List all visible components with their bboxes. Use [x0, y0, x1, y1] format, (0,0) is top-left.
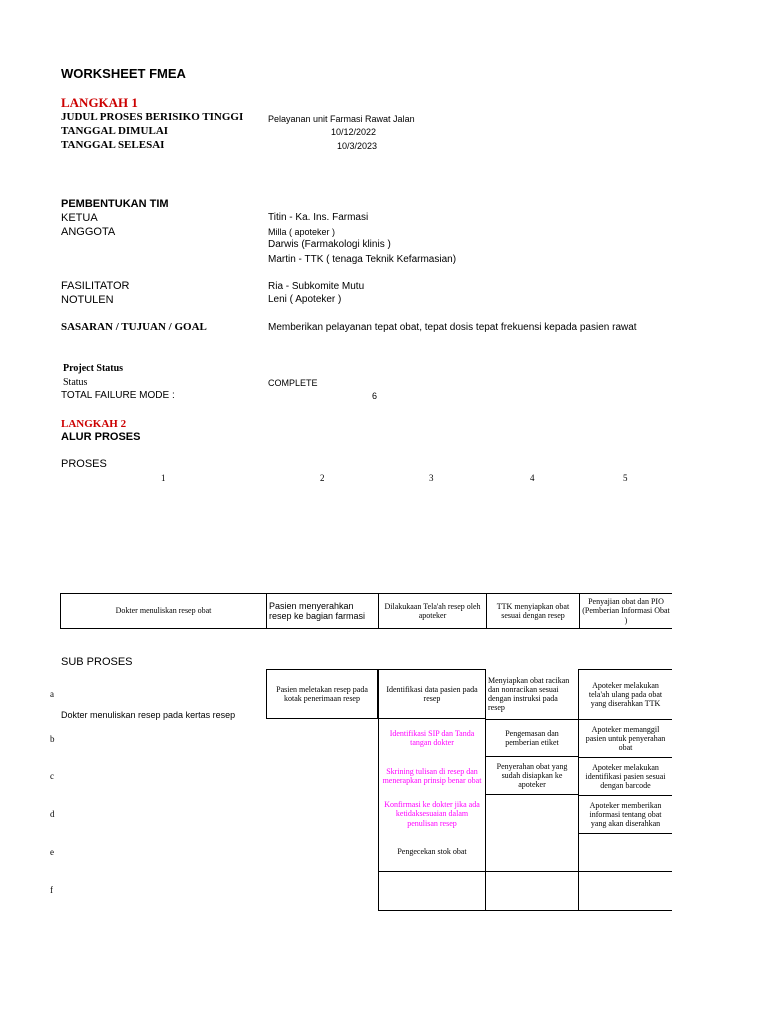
process-title-value: Pelayanan unit Farmasi Rawat Jalan [268, 114, 415, 124]
row-letter-e: e [50, 847, 54, 857]
anggota-label: ANGGOTA [61, 226, 116, 238]
subprocess-col3-b: Identifikasi SIP dan Tanda tangan dokter [378, 719, 486, 757]
process-box-2: Pasien menyerahkan resep ke bagian farmasi [266, 593, 378, 629]
fasilitator-value: Ria - Subkomite Mutu [268, 281, 365, 292]
subprocess-col2-a: Pasien meletakan resep pada kotak penerimaan resep [266, 669, 378, 719]
notulen-value: Leni ( Apoteker ) [268, 294, 342, 305]
subprocess-col3-a: Identifikasi data pasien pada resep [378, 669, 486, 719]
subprocess-col5-e [579, 833, 672, 871]
end-date-value: 10/3/2023 [337, 141, 378, 151]
alur-proses-heading: ALUR PROSES [61, 431, 141, 443]
row-letter-b: b [50, 734, 55, 744]
process-number-2: 2 [320, 473, 325, 483]
goal-value: Memberikan pelayanan tepat obat, tepat dosis tepat frekuensi kepada pasien rawat [268, 322, 637, 333]
worksheet-title: WORKSHEET FMEA [61, 66, 186, 81]
step1-heading: LANGKAH 1 [61, 95, 138, 110]
row-letter-a: a [50, 689, 54, 699]
end-date-label: TANGGAL SELESAI [61, 139, 165, 151]
anggota-value-2: Darwis (Farmakologi klinis ) [268, 239, 391, 250]
fasilitator-label: FASILITATOR [61, 280, 130, 292]
process-box-1: Dokter menuliskan resep obat [60, 593, 266, 629]
subprocess-col4-c: Penyerahan obat yang sudah disiapkan ke apoteker [486, 757, 579, 795]
subprocess-col4-a: Menyiapkan obat racikan dan nonracikan sesuai dengan instruksi pada resep [486, 669, 579, 719]
subprocess-col5-d: Apoteker memberikan informasi tentang obat yang akan diserahkan [579, 795, 672, 833]
subprocess-col4-f [486, 871, 579, 911]
notulen-label: NOTULEN [61, 294, 114, 306]
failure-mode-label: TOTAL FAILURE MODE : [61, 390, 175, 401]
process-number-4: 4 [530, 473, 535, 483]
start-date-label: TANGGAL DIMULAI [61, 125, 169, 137]
subprocess-col3-d: Konfirmasi ke dokter jika ada ketidaksesuaian dalam penulisan resep [378, 795, 486, 833]
subprocess-col3-e: Pengecekan stok obat [378, 833, 486, 871]
subprocess-col1-text: Dokter menuliskan resep pada kertas resep [61, 710, 236, 720]
sub-proses-label: SUB PROSES [61, 656, 133, 668]
ketua-label: KETUA [61, 212, 98, 224]
ketua-value: Titin - Ka. Ins. Farmasi [268, 212, 369, 223]
goal-label: SASARAN / TUJUAN / GOAL [61, 321, 207, 333]
step2-heading: LANGKAH 2 [61, 418, 127, 430]
subprocess-col5-f [579, 871, 672, 911]
process-box-5: Penyajian obat dan PIO (Pemberian Informasi Obat ) [579, 593, 672, 629]
subprocess-col3-f [378, 871, 486, 911]
proses-label: PROSES [61, 458, 107, 470]
process-number-3: 3 [429, 473, 434, 483]
subprocess-col4-e [486, 833, 579, 871]
process-box-3: Dilakukaan Tela'ah resep oleh apoteker [378, 593, 486, 629]
anggota-value-1: Milla ( apoteker ) [268, 227, 336, 237]
anggota-value-3: Martin - TTK ( tenaga Teknik Kefarmasian) [268, 254, 457, 265]
process-title-label: JUDUL PROSES BERISIKO TINGGI [61, 111, 244, 123]
subprocess-col4-d [486, 795, 579, 833]
process-number-5: 5 [623, 473, 628, 483]
failure-mode-value: 6 [372, 391, 378, 401]
process-number-1: 1 [161, 473, 166, 483]
status-label: Status [63, 377, 88, 388]
row-letter-c: c [50, 771, 54, 781]
row-letter-d: d [50, 809, 55, 819]
subprocess-col4-b: Pengemasan dan pemberian etiket [486, 719, 579, 757]
subprocess-col3-c: Skrining tulisan di resep dan menerapkan prinsip benar obat [378, 757, 486, 795]
status-value: COMPLETE [268, 378, 318, 388]
project-status-heading: Project Status [63, 363, 124, 374]
subprocess-col5-c: Apoteker melakukan identifikasi pasien sesuai dengan barcode [579, 757, 672, 795]
process-box-4: TTK menyiapkan obat sesuai dengan resep [486, 593, 579, 629]
team-heading: PEMBENTUKAN TIM [61, 198, 169, 210]
start-date-value: 10/12/2022 [331, 127, 377, 137]
subprocess-col5-a: Apoteker melakukan tela'ah ulang pada obat yang diserahkan TTK [579, 669, 672, 719]
row-letter-f: f [50, 885, 53, 895]
subprocess-col5-b: Apoteker memanggil pasien untuk penyerahan obat [579, 719, 672, 757]
